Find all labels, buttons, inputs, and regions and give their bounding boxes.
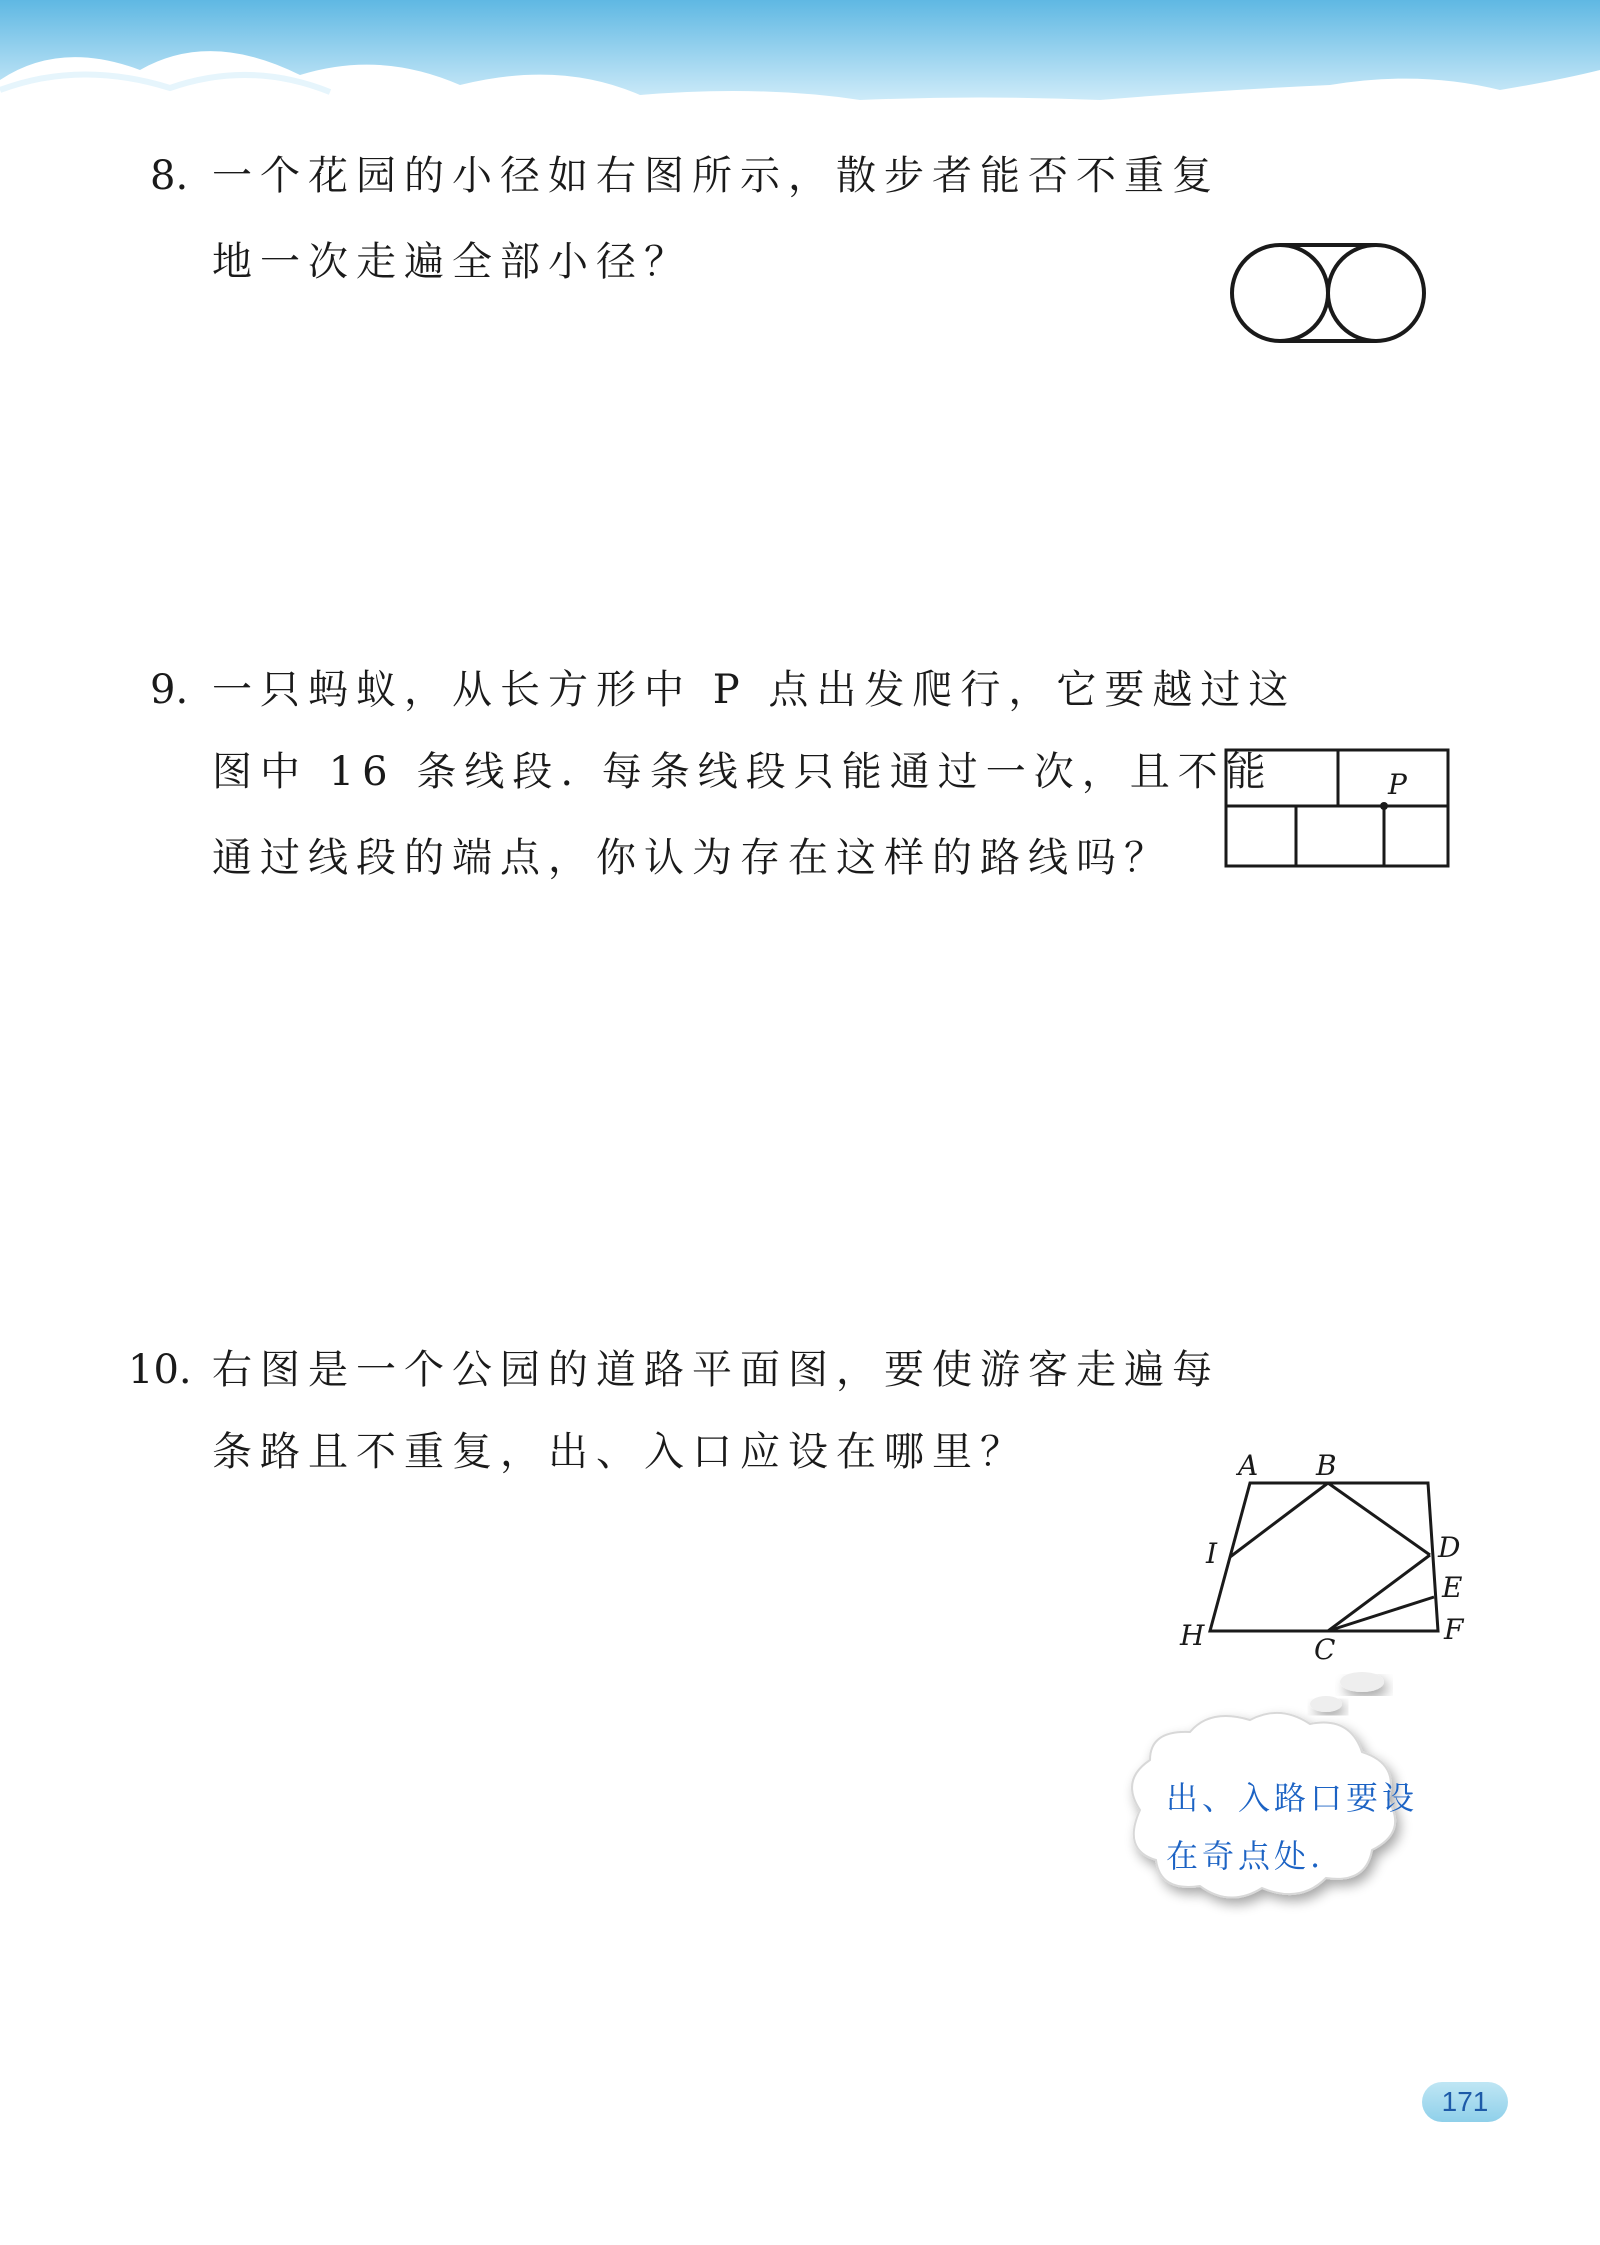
problem-10-line-2: 条路且不重复，出、入口应设在哪里？ xyxy=(212,1429,1028,1475)
point-p-dot xyxy=(1380,802,1388,810)
problem-8-number: 8. xyxy=(150,153,189,199)
label-d: D xyxy=(1438,1531,1461,1564)
problem-9-rectangle-figure xyxy=(1222,746,1452,870)
point-p-label: P xyxy=(1388,768,1407,801)
right-circle xyxy=(1328,245,1424,341)
hint-line-2: 在奇点处. xyxy=(1166,1837,1325,1875)
outer-trapezoid xyxy=(1210,1483,1438,1631)
page-number-badge: 171 xyxy=(1422,2082,1508,2122)
label-a: A xyxy=(1238,1449,1259,1482)
label-h: H xyxy=(1180,1619,1205,1652)
problem-8-line-2: 地一次走遍全部小径？ xyxy=(212,239,692,285)
problem-9-line-2: 图中 16 条线段. 每条线段只能通过一次，且不能 xyxy=(212,749,1274,795)
problem-9-number: 9. xyxy=(150,667,189,713)
problem-9-line-3: 通过线段的端点，你认为存在这样的路线吗？ xyxy=(212,835,1172,881)
problem-10-park-road-figure xyxy=(1170,1445,1490,1665)
hint-line-1: 出、入路口要设 xyxy=(1166,1779,1419,1817)
problem-8-line-1: 一个花园的小径如右图所示，散步者能否不重复 xyxy=(212,153,1220,199)
road-e-c xyxy=(1328,1597,1434,1631)
road-i-b xyxy=(1230,1483,1328,1557)
label-f: F xyxy=(1444,1613,1464,1646)
road-b-d xyxy=(1328,1483,1430,1555)
label-c: C xyxy=(1314,1633,1336,1666)
road-d-c xyxy=(1328,1555,1430,1631)
problem-8-garden-figure xyxy=(1230,236,1440,350)
problem-10-line-1: 右图是一个公园的道路平面图，要使游客走遍每 xyxy=(212,1347,1220,1393)
label-b: B xyxy=(1316,1449,1337,1482)
problem-10-number: 10. xyxy=(128,1347,192,1393)
left-circle xyxy=(1232,245,1328,341)
label-i: I xyxy=(1206,1537,1218,1570)
label-e: E xyxy=(1442,1571,1463,1604)
problem-9-line-1: 一只蚂蚁，从长方形中 P 点出发爬行，它要越过这 xyxy=(212,667,1297,713)
sky-header-decoration xyxy=(0,0,1600,140)
